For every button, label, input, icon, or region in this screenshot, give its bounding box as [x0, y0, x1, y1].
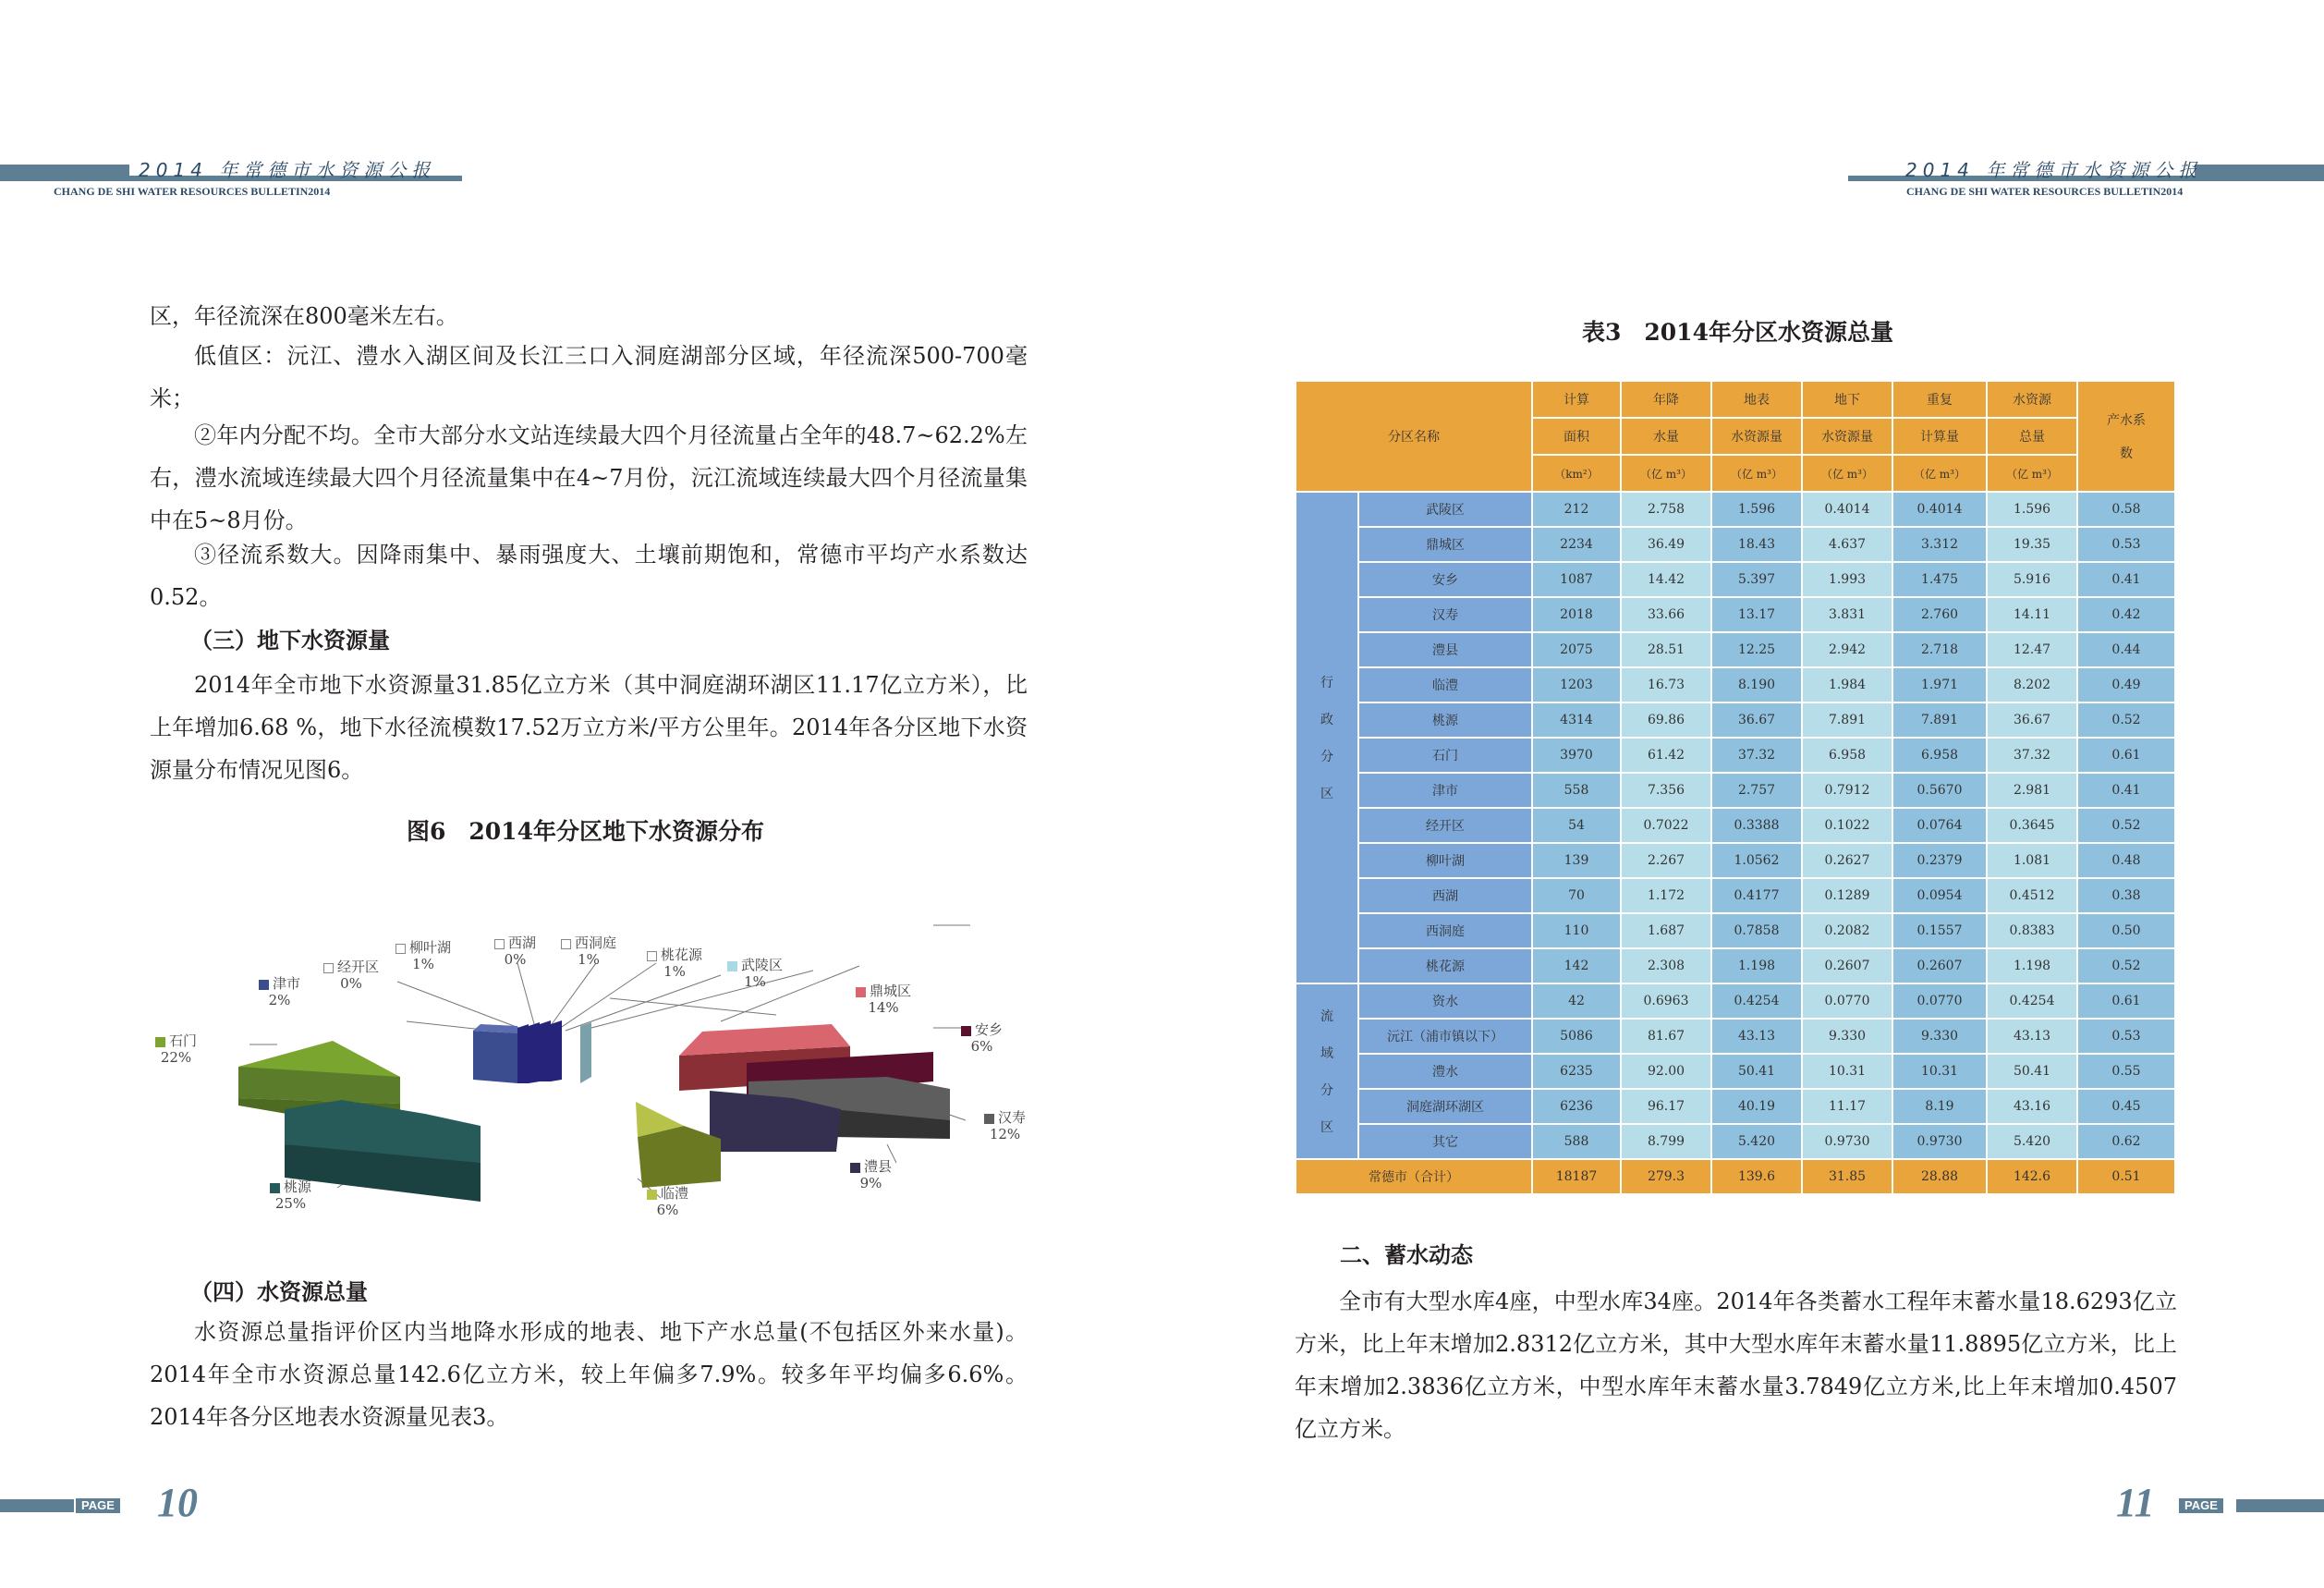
table-row: [1296, 492, 2175, 527]
cell-value: 0.9730: [1802, 1124, 1892, 1159]
cell-value: 0.38: [2077, 878, 2175, 913]
legend-swatch-icon: [856, 987, 866, 997]
cell-value: 0.4512: [1987, 878, 2077, 913]
th-name: 分区名称: [1296, 381, 1532, 492]
table-row: [1296, 808, 2175, 843]
footer-page-badge-right: PAGE: [2179, 1498, 2223, 1513]
cell-value: 14.42: [1621, 562, 1711, 597]
cell-value: 0.62: [2077, 1124, 2175, 1159]
cell-total-label: 常德市（合计）: [1296, 1159, 1532, 1194]
cell-value: 0.5670: [1892, 773, 1987, 808]
cell-region-name: 桃源: [1358, 702, 1532, 738]
cell-value: 9.330: [1892, 1019, 1987, 1054]
header-title-right: 2014 年常德市水资源公报: [1905, 159, 2203, 181]
cell-value: 50.41: [1987, 1054, 2077, 1089]
cell-region-name: 柳叶湖: [1358, 843, 1532, 878]
cell-value: 8.799: [1621, 1124, 1711, 1159]
cell-value: 0.41: [2077, 562, 2175, 597]
label-xidongting: 西洞庭 1%: [561, 934, 616, 968]
cell-region-name: 沅江（浦市镇以下）: [1358, 1019, 1532, 1054]
cell-total-value: 0.51: [2077, 1159, 2175, 1194]
label-taohuayuan: 桃花源 1%: [647, 947, 702, 980]
cell-value: 36.49: [1621, 527, 1711, 562]
label-taoyuan: 桃源 25%: [270, 1179, 311, 1212]
cell-value: 0.0764: [1892, 808, 1987, 843]
cell-value: 54: [1532, 808, 1621, 843]
cell-value: 1.596: [1711, 492, 1802, 527]
cell-value: 10.31: [1892, 1054, 1987, 1089]
cell-value: 0.1022: [1802, 808, 1892, 843]
left-heading-4: （四）水资源总量: [190, 1278, 368, 1305]
th-dup-2: 计算量: [1892, 418, 1987, 455]
cell-value: 110: [1532, 913, 1621, 948]
table-row: [1296, 562, 2175, 597]
cell-region-name: 津市: [1358, 773, 1532, 808]
cell-region-name: 其它: [1358, 1124, 1532, 1159]
cell-region-name: 澧水: [1358, 1054, 1532, 1089]
right-paragraph-1: 全市有大型水库4座，中型水库34座。2014年各类蓄水工程年末蓄水量18.6293亿立方米，比上年末增加2.8312亿立方米，其中大型水库年末蓄水量11.8895亿立方米，比上年末增加2.3836亿立方米，中型水库年末蓄水量3.7849亿立方米,比上年末增加0.4507亿立方米。: [1295, 1289, 2177, 1442]
th-coef-1: 产水系: [2107, 413, 2146, 428]
cell-value: 142: [1532, 948, 1621, 983]
cell-value: 7.891: [1802, 702, 1892, 738]
label-xihu: 西湖 0%: [494, 934, 536, 968]
label-wulingqu: 武陵区 1%: [727, 957, 783, 990]
cell-value: 43.16: [1987, 1089, 2077, 1124]
cell-total-value: 28.88: [1892, 1159, 1987, 1194]
cell-value: 12.47: [1987, 632, 2077, 667]
group-char: 分: [1320, 1083, 1333, 1098]
cell-value: 8.19: [1892, 1089, 1987, 1124]
th-coef-2: 数: [2120, 446, 2133, 461]
cell-value: 2.757: [1711, 773, 1802, 808]
table-row: [1296, 913, 2175, 948]
footer-bar-right: [2236, 1499, 2324, 1512]
cell-value: 2.758: [1621, 492, 1711, 527]
header-title-left: 2014 年常德市水资源公报: [139, 159, 436, 181]
cell-value: 0.0954: [1892, 878, 1987, 913]
left-paragraph-1: 区，年径流深在800毫米左右。: [150, 303, 458, 329]
th-surface-1: 地表: [1711, 381, 1802, 418]
cell-value: 18.43: [1711, 527, 1802, 562]
slice-wulingqu: [580, 1022, 591, 1083]
cell-value: 11.17: [1802, 1089, 1892, 1124]
cell-value: 5.420: [1711, 1124, 1802, 1159]
th-ground-2: 水资源量: [1802, 418, 1892, 455]
cell-total-value: 18187: [1532, 1159, 1621, 1194]
cell-value: 3.831: [1802, 597, 1892, 632]
cell-value: 2.942: [1802, 632, 1892, 667]
cell-value: 0.45: [2077, 1089, 2175, 1124]
cell-value: 558: [1532, 773, 1621, 808]
th-area-2: 面积: [1532, 418, 1621, 455]
cell-value: 0.44: [2077, 632, 2175, 667]
table-row: [1296, 843, 2175, 878]
table-row: [1296, 983, 2175, 1019]
cell-value: 6.958: [1802, 738, 1892, 773]
cell-value: 2.718: [1892, 632, 1987, 667]
cell-total-value: 279.3: [1621, 1159, 1711, 1194]
legend-swatch-icon: [647, 1190, 657, 1200]
cell-value: 70: [1532, 878, 1621, 913]
th-dup-1: 重复: [1892, 381, 1987, 418]
cell-value: 96.17: [1621, 1089, 1711, 1124]
cell-value: 0.55: [2077, 1054, 2175, 1089]
cell-value: 0.6963: [1621, 983, 1711, 1019]
figure-title: 图6 2014年分区地下水资源分布: [407, 818, 764, 845]
header-subtitle-left: CHANG DE SHI WATER RESOURCES BULLETIN2014: [54, 185, 331, 198]
footer-page-number-right: 11: [2116, 1480, 2155, 1525]
cell-region-name: 安乡: [1358, 562, 1532, 597]
legend-swatch-icon: [323, 963, 334, 973]
cell-value: 8.202: [1987, 667, 2077, 702]
header-subtitle-right: CHANG DE SHI WATER RESOURCES BULLETIN2014: [1906, 185, 2184, 198]
th-rain-2: 水量: [1621, 418, 1711, 455]
header-band-right: [2195, 165, 2324, 181]
cell-region-name: 经开区: [1358, 808, 1532, 843]
cell-value: 40.19: [1711, 1089, 1802, 1124]
cell-value: 1087: [1532, 562, 1621, 597]
cell-value: 3.312: [1892, 527, 1987, 562]
cell-value: 8.190: [1711, 667, 1802, 702]
cell-value: 0.53: [2077, 1019, 2175, 1054]
cell-value: 0.4254: [1711, 983, 1802, 1019]
cell-value: 0.50: [2077, 913, 2175, 948]
cell-value: 13.17: [1711, 597, 1802, 632]
cell-value: 0.7912: [1802, 773, 1892, 808]
group-basin-label: [1296, 983, 1358, 1159]
cell-value: 1.475: [1892, 562, 1987, 597]
table-row: [1296, 632, 2175, 667]
th-coef: [2077, 381, 2175, 492]
cell-region-name: 资水: [1358, 983, 1532, 1019]
table-row: [1296, 702, 2175, 738]
cell-value: 28.51: [1621, 632, 1711, 667]
legend-swatch-icon: [850, 1163, 860, 1173]
cell-value: 0.61: [2077, 738, 2175, 773]
group-char: 域: [1320, 1046, 1333, 1061]
cell-value: 0.1289: [1802, 878, 1892, 913]
table-row: [1296, 597, 2175, 632]
cell-value: 588: [1532, 1124, 1621, 1159]
label-jinshi: 津市 2%: [259, 975, 300, 1008]
cell-value: 2.760: [1892, 597, 1987, 632]
cell-value: 0.0770: [1892, 983, 1987, 1019]
legend-swatch-icon: [395, 944, 406, 954]
cell-value: 0.0770: [1802, 983, 1892, 1019]
table-row: [1296, 1054, 2175, 1089]
legend-swatch-icon: [270, 1183, 280, 1193]
legend-swatch-icon: [984, 1114, 994, 1124]
cell-value: 0.4177: [1711, 878, 1802, 913]
table-total-row: [1296, 1159, 2175, 1194]
group-char: 区: [1320, 1120, 1333, 1135]
cell-value: 0.52: [2077, 808, 2175, 843]
cell-region-name: 澧县: [1358, 632, 1532, 667]
th-total-1: 水资源: [1987, 381, 2077, 418]
left-heading-3: （三）地下水资源量: [190, 627, 390, 654]
cell-region-name: 石门: [1358, 738, 1532, 773]
table-row: [1296, 1019, 2175, 1054]
cell-value: 212: [1532, 492, 1621, 527]
cell-region-name: 西洞庭: [1358, 913, 1532, 948]
cell-value: 0.2379: [1892, 843, 1987, 878]
cell-region-name: 桃花源: [1358, 948, 1532, 983]
th-rain-1: 年降: [1621, 381, 1711, 418]
label-shimen: 石门 22%: [155, 1032, 197, 1066]
cell-value: 4.637: [1802, 527, 1892, 562]
group-char: 区: [1320, 787, 1333, 801]
cell-value: 3970: [1532, 738, 1621, 773]
pie-chart: [129, 924, 1053, 1257]
footer-page-number-left: 10: [157, 1480, 198, 1525]
cell-value: 1.198: [1711, 948, 1802, 983]
cell-value: 6235: [1532, 1054, 1621, 1089]
cell-value: 2.308: [1621, 948, 1711, 983]
cell-value: 0.2082: [1802, 913, 1892, 948]
cell-region-name: 鼎城区: [1358, 527, 1532, 562]
cell-value: 0.8383: [1987, 913, 2077, 948]
label-dingchengqu: 鼎城区 14%: [856, 983, 911, 1016]
cell-value: 0.4254: [1987, 983, 2077, 1019]
th-total-2: 总量: [1987, 418, 2077, 455]
table-row: [1296, 1089, 2175, 1124]
cell-value: 5.397: [1711, 562, 1802, 597]
table-row: [1296, 878, 2175, 913]
table-title: 表3 2014年分区水资源总量: [1582, 319, 1893, 346]
th-area-3: （km²）: [1532, 455, 1621, 492]
cell-value: 19.35: [1987, 527, 2077, 562]
cell-value: 0.58: [2077, 492, 2175, 527]
cell-value: 6236: [1532, 1089, 1621, 1124]
cell-value: 139: [1532, 843, 1621, 878]
label-hanshou: 汉寿 12%: [984, 1109, 1026, 1142]
cell-value: 6.958: [1892, 738, 1987, 773]
header-band-left: [0, 165, 129, 181]
th-rain-3: （亿 m³）: [1621, 455, 1711, 492]
cell-value: 1.993: [1802, 562, 1892, 597]
th-surface-2: 水资源量: [1711, 418, 1802, 455]
th-surface-3: （亿 m³）: [1711, 455, 1802, 492]
left-paragraph-2: 低值区：沅江、澧水入湖区间及长江三口入洞庭湖部分区域，年径流深500-700毫米；: [150, 343, 1028, 411]
th-total-3: （亿 m³）: [1987, 455, 2077, 492]
cell-value: 0.49: [2077, 667, 2175, 702]
cell-value: 33.66: [1621, 597, 1711, 632]
cell-value: 1.081: [1987, 843, 2077, 878]
cell-value: 10.31: [1802, 1054, 1892, 1089]
cell-total-value: 139.6: [1711, 1159, 1802, 1194]
label-lixian: 澧县 9%: [850, 1158, 892, 1191]
cell-value: 43.13: [1711, 1019, 1802, 1054]
cell-value: 0.3388: [1711, 808, 1802, 843]
cell-value: 0.2607: [1892, 948, 1987, 983]
cell-value: 1.596: [1987, 492, 2077, 527]
cell-value: 0.4014: [1892, 492, 1987, 527]
cell-value: 1.172: [1621, 878, 1711, 913]
cell-value: 1203: [1532, 667, 1621, 702]
cell-value: 1.687: [1621, 913, 1711, 948]
footer-page-badge-left: PAGE: [76, 1498, 120, 1513]
cell-value: 37.32: [1711, 738, 1802, 773]
cell-value: 42: [1532, 983, 1621, 1019]
cell-value: 5086: [1532, 1019, 1621, 1054]
cell-value: 37.32: [1987, 738, 2077, 773]
slice-linli: [636, 1102, 721, 1188]
cell-value: 61.42: [1621, 738, 1711, 773]
legend-swatch-icon: [727, 961, 737, 971]
label-liuyehu: 柳叶湖 1%: [395, 939, 451, 972]
cell-region-name: 武陵区: [1358, 492, 1532, 527]
cell-value: 0.52: [2077, 948, 2175, 983]
cell-value: 69.86: [1621, 702, 1711, 738]
table-row: [1296, 738, 2175, 773]
table-row: [1296, 948, 2175, 983]
table-row: [1296, 1124, 2175, 1159]
table-body: [1296, 492, 2175, 1194]
cell-region-name: 汉寿: [1358, 597, 1532, 632]
cell-value: 0.41: [2077, 773, 2175, 808]
cell-region-name: 临澧: [1358, 667, 1532, 702]
table-header-row-1: [1296, 381, 2175, 418]
cell-value: 9.330: [1802, 1019, 1892, 1054]
cell-value: 0.42: [2077, 597, 2175, 632]
water-resources-table: [1295, 380, 2176, 1195]
cell-value: 36.67: [1987, 702, 2077, 738]
cell-value: 1.198: [1987, 948, 2077, 983]
legend-swatch-icon: [561, 939, 571, 949]
cell-value: 4314: [1532, 702, 1621, 738]
cell-value: 5.420: [1987, 1124, 2077, 1159]
legend-swatch-icon: [494, 939, 505, 949]
table-row: [1296, 527, 2175, 562]
legend-swatch-icon: [259, 980, 269, 990]
left-paragraph-6: 水资源总量指评价区内当地降水形成的地表、地下产水总量(不包括区外来水量)。2014年全市水资源总量142.6亿立方米，较上年偏多7.9%。较多年平均偏多6.6%。2014年各分区地表水资源量见表3。: [150, 1319, 1028, 1430]
cell-value: 14.11: [1987, 597, 2077, 632]
th-ground-3: （亿 m³）: [1802, 455, 1892, 492]
cell-value: 1.971: [1892, 667, 1987, 702]
left-paragraph-5: 2014年全市地下水资源量31.85亿立方米（其中洞庭湖环湖区11.17亿立方米），比上年增加6.68 %，地下水径流模数17.52万立方米/平方公里年。2014年各分区地下水资源量分布情况见图6。: [150, 672, 1028, 783]
th-ground-1: 地下: [1802, 381, 1892, 418]
cell-value: 0.3645: [1987, 808, 2077, 843]
cell-value: 7.356: [1621, 773, 1711, 808]
cell-value: 50.41: [1711, 1054, 1802, 1089]
table-row: [1296, 667, 2175, 702]
left-paragraph-4: ③径流系数大。因降雨集中、暴雨强度大、土壤前期饱和，常德市平均产水系数达0.52。: [150, 542, 1028, 610]
cell-value: 43.13: [1987, 1019, 2077, 1054]
cell-value: 2075: [1532, 632, 1621, 667]
slices-small-stack: [517, 1020, 562, 1083]
cell-value: 12.25: [1711, 632, 1802, 667]
th-dup-3: （亿 m³）: [1892, 455, 1987, 492]
cell-value: 0.53: [2077, 527, 2175, 562]
label-jingkaiqu: 经开区 0%: [323, 959, 379, 992]
cell-value: 2234: [1532, 527, 1621, 562]
legend-swatch-icon: [647, 951, 657, 961]
cell-value: 0.9730: [1892, 1124, 1987, 1159]
legend-swatch-icon: [155, 1037, 165, 1047]
th-area-1: 计算: [1532, 381, 1621, 418]
cell-value: 0.7858: [1711, 913, 1802, 948]
cell-value: 81.67: [1621, 1019, 1711, 1054]
cell-value: 7.891: [1892, 702, 1987, 738]
cell-value: 1.984: [1802, 667, 1892, 702]
cell-total-value: 142.6: [1987, 1159, 2077, 1194]
cell-value: 0.7022: [1621, 808, 1711, 843]
cell-value: 2.267: [1621, 843, 1711, 878]
cell-value: 0.2627: [1802, 843, 1892, 878]
footer-bar-left: [0, 1499, 74, 1512]
group-char: 流: [1320, 1009, 1333, 1024]
group-char: 政: [1320, 713, 1333, 727]
cell-value: 1.0562: [1711, 843, 1802, 878]
cell-value: 16.73: [1621, 667, 1711, 702]
cell-value: 0.4014: [1802, 492, 1892, 527]
cell-value: 92.00: [1621, 1054, 1711, 1089]
legend-swatch-icon: [961, 1026, 971, 1036]
cell-region-name: 西湖: [1358, 878, 1532, 913]
cell-value: 0.61: [2077, 983, 2175, 1019]
cell-value: 2018: [1532, 597, 1621, 632]
group-admin-label: [1296, 492, 1358, 983]
right-heading-2: 二、蓄水动态: [1340, 1241, 1473, 1268]
cell-value: 2.981: [1987, 773, 2077, 808]
cell-region-name: 洞庭湖环湖区: [1358, 1089, 1532, 1124]
group-char: 分: [1320, 750, 1333, 764]
slice-taoyuan: [285, 1100, 481, 1202]
cell-value: 0.48: [2077, 843, 2175, 878]
cell-value: 36.67: [1711, 702, 1802, 738]
slice-jinshi: [473, 1024, 517, 1083]
table-row: [1296, 773, 2175, 808]
label-anxiang: 安乡 6%: [961, 1021, 1003, 1055]
group-char: 行: [1320, 676, 1333, 690]
left-paragraph-3: ②年内分配不均。全市大部分水文站连续最大四个月径流量占全年的48.7~62.2%左右，澧水流域连续最大四个月径流量集中在4~7月份，沅江流域连续最大四个月径流量集中在5~8月份。: [150, 422, 1028, 533]
cell-value: 0.2607: [1802, 948, 1892, 983]
cell-value: 0.52: [2077, 702, 2175, 738]
label-linli: 临澧 6%: [647, 1185, 688, 1218]
cell-value: 5.916: [1987, 562, 2077, 597]
cell-value: 0.1557: [1892, 913, 1987, 948]
cell-total-value: 31.85: [1802, 1159, 1892, 1194]
